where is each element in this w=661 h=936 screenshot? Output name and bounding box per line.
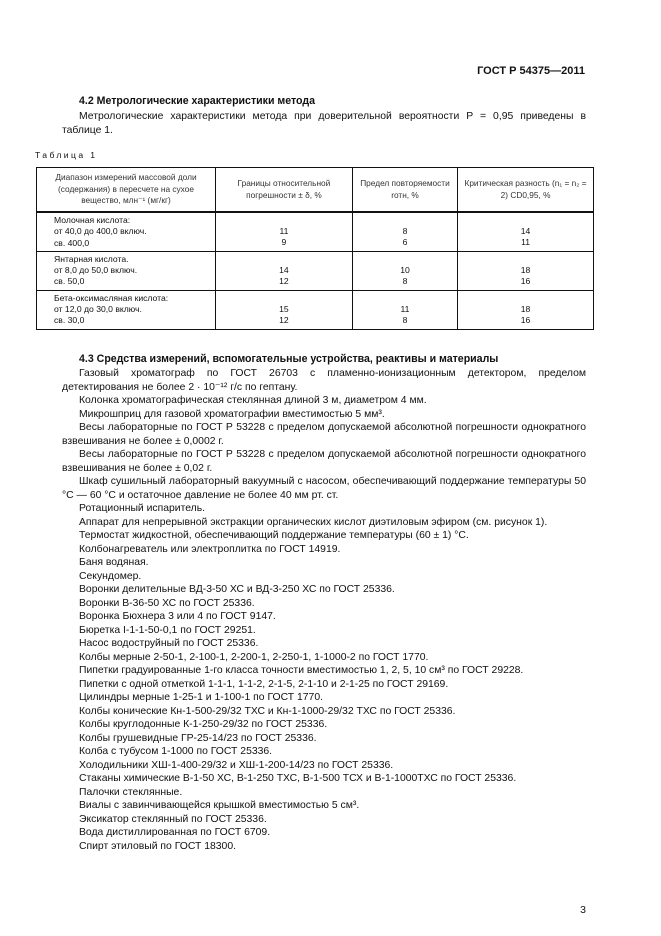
acid-name: Бета-оксимасляная кислота:	[54, 292, 169, 303]
value-cell: 18	[520, 303, 531, 314]
value-cell: 16	[520, 315, 531, 326]
list-item: Воронки В-36-50 ХС по ГОСТ 25336.	[79, 597, 255, 609]
list-item: Колонка хроматографическая стеклянная длиной 3 м, диаметром 4 мм.	[79, 395, 427, 406]
acid-name: Янтарная кислота.	[54, 253, 129, 264]
table-header: Критическая разность (n₁ = n₂ = 2) CD0,95, %	[458, 168, 594, 213]
range-cell: от 12,0 до 30,0 включ.	[54, 304, 142, 315]
list-item: Колбы грушевидные ГР-25-14/23 по ГОСТ 25336.	[79, 732, 317, 744]
value-cell: 11	[279, 226, 289, 236]
list-item: Спирт этиловый по ГОСТ 18300.	[79, 840, 236, 852]
acid-name: Молочная кислота:	[54, 215, 131, 225]
list-item: Колба с тубусом 1-1000 по ГОСТ 25336.	[79, 746, 273, 757]
value-cell: 14	[279, 264, 289, 275]
value-cell: 18	[520, 264, 531, 275]
list-item: Аппарат для непрерывной экстракции органических кислот диэтиловым эфиром (см. рисунок 1).	[79, 516, 548, 528]
range-cell: от 40,0 до 400,0 включ.	[54, 226, 147, 237]
list-item: Насос водоструйный по ГОСТ 25336.	[79, 638, 259, 649]
list-item: Баня водяная.	[79, 557, 149, 568]
list-item: Цилиндры мерные 1-25-1 и 1-100-1 по ГОСТ 1770.	[79, 692, 323, 703]
list-item: Весы лабораторные по ГОСТ Р 53228 с пределом допускаемой абсолютной погрешности однократного взвешивания не более ± 0,02 г.	[62, 449, 586, 474]
table-header: Предел повторяемости rотн, %	[352, 168, 457, 213]
section-4-3-title: 4.3 Средства измерений, вспомогательные устройства, реактивы и материалы	[79, 353, 499, 365]
list-item: Вода дистиллированная по ГОСТ 6709.	[79, 827, 271, 838]
document-header: ГОСТ Р 54375—2011	[477, 65, 585, 77]
value-cell: 9	[281, 237, 287, 248]
table-row	[37, 251, 594, 290]
list-item: Холодильники ХШ-1-400-29/32 и ХШ-1-200-14/23 по ГОСТ 25336.	[79, 759, 394, 771]
list-item: Виалы с завинчивающейся крышкой вместимостью 5 см³.	[79, 800, 360, 811]
value-cell: 11	[400, 303, 410, 314]
value-cell: 8	[402, 276, 408, 287]
list-item: Колбы конические Кн-1-500-29/32 ТХС и Кн-1-1000-29/32 ТХС по ГОСТ 25336.	[79, 705, 456, 717]
list-item: Колбонагреватель или электроплитка по ГОСТ 14919.	[79, 543, 341, 555]
value-cell: 8	[402, 315, 408, 326]
list-item: Бюретка I-1-1-50-0,1 по ГОСТ 29251.	[79, 624, 256, 636]
value-cell: 12	[279, 315, 289, 326]
value-cell: 11	[521, 237, 531, 248]
table-header: Диапазон измерений массовой доли (содержания) в пересчете на сухое вещество, млн⁻¹ (мг/кг)	[37, 168, 216, 213]
list-item: Микрошприц для газовой хроматографии вместимостью 5 мм³.	[79, 408, 385, 420]
value-cell: 15	[279, 303, 289, 314]
table-caption: Таблица 1	[35, 150, 98, 160]
section-4-2-text: Метрологические характеристики метода при доверительной вероятности P = 0,95 приведены в таблице 1.	[62, 111, 586, 136]
range-cell: св. 400,0	[54, 237, 90, 248]
list-item: Палочки стеклянные.	[79, 786, 183, 798]
range-cell: св. 30,0	[54, 315, 85, 326]
section-4-2-title: 4.2 Метрологические характеристики метода	[79, 95, 315, 107]
value-cell: 10	[400, 264, 410, 275]
table-header: Границы относительной погрешности ± δ, %	[216, 168, 353, 213]
list-item: Колбы круглодонные К-1-250-29/32 по ГОСТ 25336.	[79, 719, 328, 730]
page-number: 3	[580, 904, 586, 916]
table-row	[37, 212, 594, 251]
list-item: Весы лабораторные по ГОСТ Р 53228 с пределом допускаемой абсолютной погрешности однократного взвешивания не более ± 0,0002 г.	[62, 422, 586, 447]
list-item: Пипетки градуированные 1-го класса точности вместимостью 1, 2, 5, 10 см³ по ГОСТ 29228.	[79, 665, 524, 676]
list-item: Секундомер.	[79, 570, 142, 582]
list-item: Шкаф сушильный лабораторный вакуумный с насосом, обеспечивающий поддержание температуры 50 °С — 60 °С и остаточное давление не более 40 мм рт. ст.	[62, 476, 586, 501]
value-cell: 14	[520, 226, 531, 236]
table-row	[37, 290, 594, 329]
list-item: Колбы мерные 2-50-1, 2-100-1, 2-200-1, 2-250-1, 1-1000-2 по ГОСТ 1770.	[79, 651, 429, 663]
list-item: Пипетки с одной отметкой 1-1-1, 1-1-2, 2-1-5, 2-1-10 и 2-1-25 по ГОСТ 29169.	[79, 678, 449, 690]
list-item: Термостат жидкостной, обеспечивающий поддержание температуры (60 ± 1) °С.	[79, 530, 469, 541]
list-item: Эксикатор стеклянный по ГОСТ 25336.	[79, 813, 267, 825]
value-cell: 16	[520, 276, 531, 287]
equipment-list	[62, 367, 586, 853]
value-cell: 8	[402, 226, 408, 236]
range-cell: св. 50,0	[54, 276, 85, 287]
range-cell: от 8,0 до 50,0 включ.	[54, 265, 138, 276]
list-item: Газовый хроматограф по ГОСТ 26703 с пламенно-ионизационным детектором, пределом детектирования не более 2 · 10⁻¹² г/с по гептану.	[62, 368, 586, 393]
value-cell: 12	[279, 276, 289, 287]
metrology-table	[36, 167, 594, 330]
list-item: Ротационный испаритель.	[79, 503, 206, 514]
list-item: Воронки делительные ВД-3-50 ХС и ВД-3-250 ХС по ГОСТ 25336.	[79, 584, 395, 595]
list-item: Стаканы химические В-1-50 ХС, В-1-250 ТХС, В-1-500 ТСХ и В-1-1000ТХС по ГОСТ 25336.	[79, 773, 517, 784]
value-cell: 6	[402, 237, 408, 248]
list-item: Воронка Бюхнера 3 или 4 по ГОСТ 9147.	[79, 611, 276, 622]
